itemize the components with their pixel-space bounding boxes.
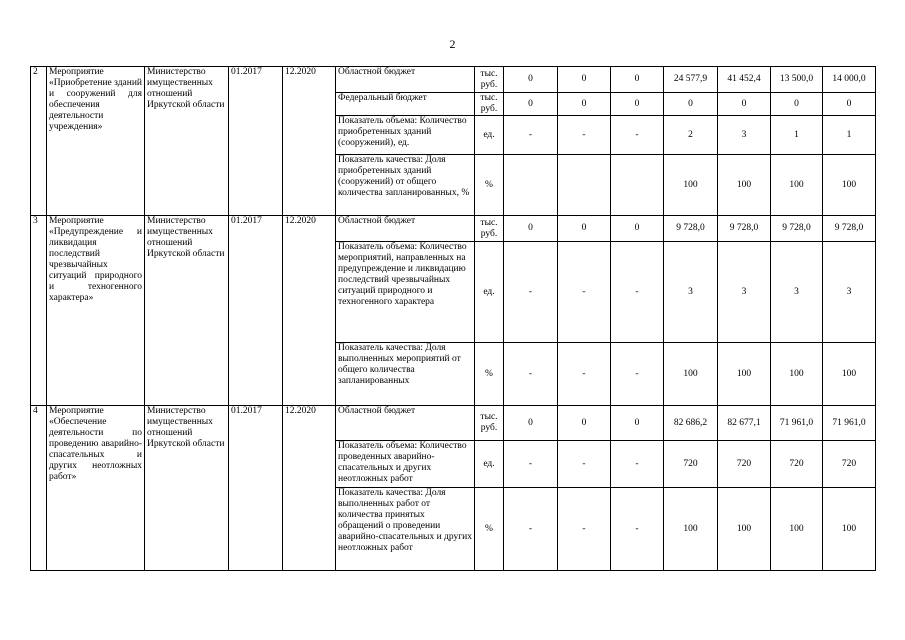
indicator-unit: %: [475, 488, 504, 571]
indicator-value: 24 577,9: [664, 67, 718, 93]
indicator-value: -: [611, 343, 664, 406]
indicator-value: 1: [771, 116, 823, 155]
indicator-value: 100: [823, 155, 876, 216]
indicator-value: 720: [823, 441, 876, 488]
end-date: 12.2020: [283, 216, 336, 406]
indicator-unit: тыс. руб.: [475, 216, 504, 242]
indicator-value: 3: [664, 242, 718, 343]
page-number: 2: [449, 37, 456, 51]
indicator-value: 3: [771, 242, 823, 343]
indicator-name: Показатель качества: Доля выполненных работ от количества принятых обращений о проведении аварийно-спасательных и других неотложных работ: [336, 488, 475, 571]
indicator-value: -: [558, 441, 611, 488]
start-date: 01.2017: [229, 406, 283, 571]
indicator-unit: ед.: [475, 116, 504, 155]
indicator-name: Областной бюджет: [336, 67, 475, 93]
indicator-value: -: [558, 343, 611, 406]
indicator-value: 41 452,4: [718, 67, 771, 93]
start-date: 01.2017: [229, 216, 283, 406]
indicator-value: -: [611, 116, 664, 155]
indicator-value: 0: [611, 93, 664, 116]
indicator-value: -: [611, 441, 664, 488]
indicator-value: 720: [771, 441, 823, 488]
indicator-value: 100: [718, 155, 771, 216]
indicator-value: -: [504, 343, 558, 406]
indicator-value: 13 500,0: [771, 67, 823, 93]
indicator-value: 100: [771, 155, 823, 216]
indicator-value: 9 728,0: [823, 216, 876, 242]
indicator-value: 82 686,2: [664, 406, 718, 441]
indicator-value: 100: [664, 488, 718, 571]
indicator-value: 0: [558, 216, 611, 242]
table-row: [31, 406, 876, 441]
indicator-value: -: [611, 242, 664, 343]
indicator-value: -: [558, 488, 611, 571]
indicator-value: 2: [664, 116, 718, 155]
indicator-value: 0: [611, 406, 664, 441]
indicator-value: 0: [558, 93, 611, 116]
indicator-value: 100: [823, 488, 876, 571]
indicator-value: -: [558, 116, 611, 155]
indicator-value: 9 728,0: [771, 216, 823, 242]
indicator-value: 100: [664, 155, 718, 216]
indicator-value: 100: [771, 488, 823, 571]
indicator-value: 0: [558, 406, 611, 441]
indicator-unit: тыс. руб.: [475, 93, 504, 116]
indicator-value: 9 728,0: [664, 216, 718, 242]
indicator-value: 0: [823, 93, 876, 116]
indicator-value: -: [504, 441, 558, 488]
indicator-value: 100: [771, 343, 823, 406]
start-date: 01.2017: [229, 67, 283, 216]
end-date: 12.2020: [283, 406, 336, 571]
indicator-value: 100: [823, 343, 876, 406]
indicator-unit: ед.: [475, 441, 504, 488]
indicator-value: 0: [611, 216, 664, 242]
indicator-name: Показатель объема: Количество мероприятий, направленных на предупреждение и ликвидацию последствий чрезвычайных ситуаций природного и техногенного характера: [336, 242, 475, 343]
indicator-name: Областной бюджет: [336, 406, 475, 441]
indicator-value: 0: [504, 216, 558, 242]
indicator-value: 3: [718, 242, 771, 343]
indicator-unit: %: [475, 343, 504, 406]
indicator-value: 71 961,0: [771, 406, 823, 441]
table-row: [31, 67, 876, 93]
indicator-value: 100: [718, 343, 771, 406]
measure-name: Мероприятие «Предупреждение и ликвидация последствий чрезвычайных ситуаций природного и техногенного характера»: [47, 216, 145, 406]
indicator-value: 3: [718, 116, 771, 155]
indicator-value: 0: [611, 67, 664, 93]
measure-name: Мероприятие «Приобретение зданий и сооружений для обеспечения деятельности учреждения»: [47, 67, 145, 216]
indicator-value: 9 728,0: [718, 216, 771, 242]
executor: Министерство имущественных отношений Иркутской области: [145, 406, 229, 571]
indicator-value: 71 961,0: [823, 406, 876, 441]
indicator-value: 1: [823, 116, 876, 155]
indicator-value: 3: [823, 242, 876, 343]
table-row: [31, 216, 876, 242]
indicator-value: 0: [664, 93, 718, 116]
indicator-value: 0: [771, 93, 823, 116]
indicator-name: Показатель качества: Доля выполненных мероприятий от общего количества запланированных: [336, 343, 475, 406]
indicator-unit: тыс. руб.: [475, 67, 504, 93]
indicator-unit: ед.: [475, 242, 504, 343]
indicator-value: [611, 155, 664, 216]
indicator-value: 0: [558, 67, 611, 93]
indicator-value: 100: [718, 488, 771, 571]
indicator-unit: тыс. руб.: [475, 406, 504, 441]
row-number: 4: [31, 406, 47, 571]
indicator-value: 720: [664, 441, 718, 488]
indicator-name: Показатель объема: Количество проведенных аварийно-спасательных и других неотложных работ: [336, 441, 475, 488]
indicator-value: 720: [718, 441, 771, 488]
row-number: 3: [31, 216, 47, 406]
indicator-name: Областной бюджет: [336, 216, 475, 242]
indicator-value: [504, 155, 558, 216]
indicator-value: 0: [504, 93, 558, 116]
indicator-value: 0: [718, 93, 771, 116]
executor: Министерство имущественных отношений Иркутской области: [145, 216, 229, 406]
measure-name: Мероприятие «Обеспечение деятельности по проведению аварийно-спасательных и других неотложных работ»: [47, 406, 145, 571]
indicator-value: -: [504, 242, 558, 343]
indicator-value: 0: [504, 67, 558, 93]
indicator-value: 0: [504, 406, 558, 441]
indicator-name: Федеральный бюджет: [336, 93, 475, 116]
indicator-value: 82 677,1: [718, 406, 771, 441]
indicator-value: 100: [664, 343, 718, 406]
indicator-value: -: [504, 116, 558, 155]
executor: Министерство имущественных отношений Иркутской области: [145, 67, 229, 216]
indicator-unit: %: [475, 155, 504, 216]
indicator-value: [558, 155, 611, 216]
indicator-value: -: [504, 488, 558, 571]
indicator-name: Показатель объема: Количество приобретенных зданий (сооружений), ед.: [336, 116, 475, 155]
measures-table: [30, 66, 876, 571]
indicator-name: Показатель качества: Доля приобретенных зданий (сооружений) от общего количества запланированных, %: [336, 155, 475, 216]
end-date: 12.2020: [283, 67, 336, 216]
indicator-value: -: [558, 242, 611, 343]
indicator-value: 14 000,0: [823, 67, 876, 93]
row-number: 2: [31, 67, 47, 216]
indicator-value: -: [611, 488, 664, 571]
